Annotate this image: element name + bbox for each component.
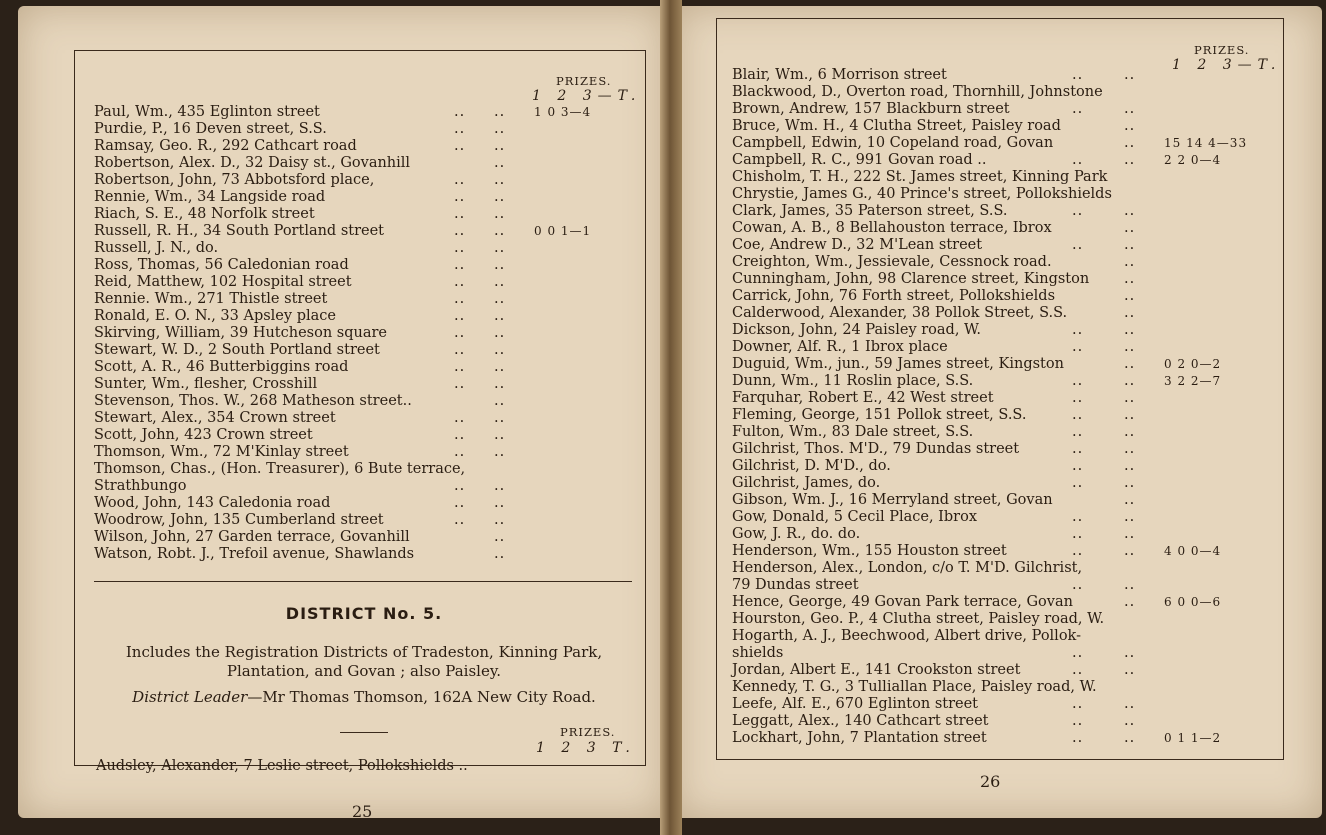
list-item <box>94 461 634 478</box>
list-item <box>94 257 634 274</box>
district-title: DISTRICT No. 5. <box>285 604 443 623</box>
leader-dots: .. <box>494 410 506 426</box>
member-name: Rennie, Wm., 34 Langside road <box>94 189 326 205</box>
leader-dots: .. <box>494 189 506 205</box>
leader-dots: .. <box>1072 441 1084 457</box>
member-name: Fulton, Wm., 83 Dale street, S.S. <box>732 424 974 440</box>
leader-dots: .. <box>494 206 506 222</box>
list-item <box>94 104 634 121</box>
list-item <box>732 305 1272 322</box>
leader-dots: .. <box>454 495 466 511</box>
leader-dots: .. <box>494 427 506 443</box>
list-item <box>94 359 634 376</box>
member-name: Wilson, John, 27 Garden terrace, Govanhill <box>94 529 410 545</box>
list-item <box>732 594 1272 611</box>
leader-dots: .. <box>1124 356 1136 372</box>
leader-dots: .. <box>454 478 466 494</box>
leader-dots: .. <box>494 104 506 120</box>
member-name: Gilchrist, James, do. <box>732 475 881 491</box>
leader-dots: .. <box>1072 543 1084 559</box>
prize-score: 0 2 0—2 <box>1164 357 1222 371</box>
list-item <box>94 529 634 546</box>
list-item <box>732 696 1272 713</box>
member-name: Ross, Thomas, 56 Caledonian road <box>94 257 349 273</box>
list-item <box>94 206 634 223</box>
prize-score: 15 14 4—33 <box>1164 136 1248 150</box>
list-item <box>94 342 634 359</box>
leader-dots: .. <box>454 104 466 120</box>
list-item <box>732 118 1272 135</box>
leader-dots: .. <box>1124 305 1136 321</box>
member-name: Henderson, Wm., 155 Houston street <box>732 543 1007 559</box>
member-name: Leggatt, Alex., 140 Cathcart street <box>732 713 989 729</box>
section-divider <box>94 581 632 582</box>
leader-dots: .. <box>1124 730 1136 746</box>
list-item <box>732 424 1272 441</box>
leader-dots: .. <box>1124 254 1136 270</box>
leader-dots: .. <box>454 189 466 205</box>
list-item <box>732 135 1272 152</box>
member-name: Stewart, Alex., 354 Crown street <box>94 410 336 426</box>
leader-dots: .. <box>494 121 506 137</box>
list-item <box>732 271 1272 288</box>
member-name: Russell, J. N., do. <box>94 240 219 256</box>
leader-dots: .. <box>1124 322 1136 338</box>
member-name: Ramsay, Geo. R., 292 Cathcart road <box>94 138 357 154</box>
leader-dots: .. <box>454 325 466 341</box>
leader-label: District Leader <box>132 688 248 706</box>
leader-dots: .. <box>494 172 506 188</box>
prizes-columns: 1 2 3—T. <box>532 88 642 104</box>
leader-dots: .. <box>1072 203 1084 219</box>
member-name: Riach, S. E., 48 Norfolk street <box>94 206 315 222</box>
member-name: Hourston, Geo. P., 4 Clutha street, Paisley road, W. <box>732 611 1105 627</box>
leader-dots: .. <box>494 240 506 256</box>
leader-dots: .. <box>1124 458 1136 474</box>
leader-dots: .. <box>1124 67 1136 83</box>
member-name: Fleming, George, 151 Pollok street, S.S. <box>732 407 1027 423</box>
list-item <box>732 577 1272 594</box>
leader-dots: .. <box>1124 424 1136 440</box>
district-description: Includes the Registration Districts of Tradeston, Kinning Park, Plantation, and Govan ; also Paisley. <box>125 643 603 680</box>
leader-dots: .. <box>1072 662 1084 678</box>
leader-dots: .. <box>1072 237 1084 253</box>
member-name: Henderson, Alex., London, c/o T. M'D. Gilchrist, <box>732 560 1083 576</box>
leader-dots: .. <box>494 155 506 171</box>
list-item <box>732 662 1272 679</box>
leader-dots: .. <box>1072 713 1084 729</box>
leader-dots: .. <box>1072 373 1084 389</box>
list-item <box>732 611 1272 628</box>
list-item <box>94 410 634 427</box>
member-name: Scott, A. R., 46 Butterbiggins road <box>94 359 349 375</box>
member-name: Coe, Andrew D., 32 M'Lean street <box>732 237 983 253</box>
member-name: Clark, James, 35 Paterson street, S.S. <box>732 203 1008 219</box>
leader-dots: .. <box>454 223 466 239</box>
list-item <box>94 240 634 257</box>
list-item <box>732 186 1272 203</box>
leader-dots: .. <box>1072 152 1084 168</box>
prizes-header: PRIZES. <box>556 74 612 88</box>
list-item <box>732 628 1272 645</box>
member-name: Cunningham, John, 98 Clarence street, Kingston <box>732 271 1090 287</box>
list-item <box>94 478 634 495</box>
list-item <box>94 393 634 410</box>
list-item <box>732 169 1272 186</box>
leader-dots: .. <box>1124 407 1136 423</box>
prize-score: 1 0 3—4 <box>534 105 592 119</box>
list-item <box>94 121 634 138</box>
leader-dots: .. <box>494 393 506 409</box>
member-name: Gow, Donald, 5 Cecil Place, Ibrox <box>732 509 978 525</box>
leader-dots: .. <box>1124 526 1136 542</box>
list-item <box>732 407 1272 424</box>
member-name: Calderwood, Alexander, 38 Pollok Street, S.S. <box>732 305 1068 321</box>
member-name: Robertson, Alex. D., 32 Daisy st., Govanhill <box>94 155 411 171</box>
member-name: Hogarth, A. J., Beechwood, Albert drive, Pollok- <box>732 628 1081 644</box>
leader-dots: .. <box>1124 373 1136 389</box>
member-name: 79 Dundas street <box>732 577 859 593</box>
leader-dots: .. <box>1072 339 1084 355</box>
leader-dots: .. <box>1124 492 1136 508</box>
leader-dots: .. <box>1072 424 1084 440</box>
leader-dots: .. <box>1124 441 1136 457</box>
leader-dots: .. <box>1124 390 1136 406</box>
prizes-header-right: PRIZES. <box>1194 43 1250 57</box>
member-name: Blair, Wm., 6 Morrison street <box>732 67 947 83</box>
leader-dots: .. <box>454 410 466 426</box>
list-item <box>732 509 1272 526</box>
list-item <box>732 356 1272 373</box>
list-item <box>732 526 1272 543</box>
leader-dots: .. <box>454 291 466 307</box>
list-item <box>732 339 1272 356</box>
leader-dots: .. <box>1124 288 1136 304</box>
member-name: Duguid, Wm., jun., 59 James street, Kingston <box>732 356 1064 372</box>
leader-dots: .. <box>1072 67 1084 83</box>
leader-dots: .. <box>1072 407 1084 423</box>
leader-dots: .. <box>494 223 506 239</box>
leader-dots: .. <box>454 121 466 137</box>
leader-dots: .. <box>1124 101 1136 117</box>
member-name: Paul, Wm., 435 Eglinton street <box>94 104 320 120</box>
leader-dots: .. <box>1124 713 1136 729</box>
member-name: Sunter, Wm., flesher, Crosshill <box>94 376 318 392</box>
member-name: Dunn, Wm., 11 Roslin place, S.S. <box>732 373 974 389</box>
member-name: Campbell, Edwin, 10 Copeland road, Govan <box>732 135 1054 151</box>
member-name: Downer, Alf. R., 1 Ibrox place <box>732 339 948 355</box>
member-name: Robertson, John, 73 Abbotsford place, <box>94 172 375 188</box>
member-name: Farquhar, Robert E., 42 West street <box>732 390 994 406</box>
leader-dots: .. <box>1124 594 1136 610</box>
list-item <box>732 322 1272 339</box>
member-name: Gilchrist, D. M'D., do. <box>732 458 891 474</box>
member-name: Carrick, John, 76 Forth street, Pollokshields <box>732 288 1056 304</box>
list-item <box>732 543 1272 560</box>
prize-score: 0 0 1—1 <box>534 224 592 238</box>
member-name: Strathbungo <box>94 478 187 494</box>
leader-dots: .. <box>1124 271 1136 287</box>
list-item <box>732 84 1272 101</box>
leader-dots: .. <box>454 240 466 256</box>
district-leader <box>100 688 628 706</box>
prize-score: 4 0 0—4 <box>1164 544 1222 558</box>
leader-dots: .. <box>1072 509 1084 525</box>
member-name: Ronald, E. O. N., 33 Apsley place <box>94 308 336 324</box>
leader-dots: .. <box>494 478 506 494</box>
list-item <box>94 512 634 529</box>
member-name: Purdie, P., 16 Deven street, S.S. <box>94 121 327 137</box>
list-item <box>732 152 1272 169</box>
leader-dots: .. <box>1072 322 1084 338</box>
leader-dots: .. <box>494 444 506 460</box>
leader-dots: .. <box>454 257 466 273</box>
leader-dots: .. <box>1072 696 1084 712</box>
leader-dots: .. <box>494 274 506 290</box>
member-list-left <box>94 104 634 563</box>
leader-dots: .. <box>494 529 506 545</box>
list-item <box>732 373 1272 390</box>
member-list-right <box>732 67 1272 747</box>
leader-dots: .. <box>494 512 506 528</box>
list-item <box>94 325 634 342</box>
prizes-columns-2: 1 2 3 T. <box>536 740 636 756</box>
list-item <box>732 254 1272 271</box>
member-name: Kennedy, T. G., 3 Tulliallan Place, Paisley road, W. <box>732 679 1097 695</box>
member-name: Woodrow, John, 135 Cumberland street <box>94 512 384 528</box>
member-name: Creighton, Wm., Jessievale, Cessnock road. <box>732 254 1052 270</box>
member-name: Lockhart, John, 7 Plantation street <box>732 730 987 746</box>
member-name: Skirving, William, 39 Hutcheson square <box>94 325 388 341</box>
leader-dots: .. <box>1124 577 1136 593</box>
member-name: Hence, George, 49 Govan Park terrace, Govan <box>732 594 1073 610</box>
leader-dots: .. <box>1124 339 1136 355</box>
member-name: Stewart, W. D., 2 South Portland street <box>94 342 380 358</box>
leader-dots: .. <box>454 342 466 358</box>
prize-score: 0 1 1—2 <box>1164 731 1222 745</box>
leader-dots: .. <box>1072 390 1084 406</box>
member-name: Campbell, R. C., 991 Govan road .. <box>732 152 987 168</box>
list-item <box>732 475 1272 492</box>
leader-dots: .. <box>1072 101 1084 117</box>
member-name: Brown, Andrew, 157 Blackburn street <box>732 101 1010 117</box>
list-item <box>732 203 1272 220</box>
leader-dots: .. <box>1124 135 1136 151</box>
list-item <box>732 441 1272 458</box>
leader-dots: .. <box>1072 526 1084 542</box>
member-name: Scott, John, 423 Crown street <box>94 427 313 443</box>
leader-dots: .. <box>494 291 506 307</box>
list-item <box>94 155 634 172</box>
leader-dots: .. <box>1072 577 1084 593</box>
list-item <box>732 67 1272 84</box>
leader-dots: .. <box>1124 237 1136 253</box>
leader-dots: .. <box>494 376 506 392</box>
prize-score: 2 2 0—4 <box>1164 153 1222 167</box>
member-name: Watson, Robt. J., Trefoil avenue, Shawlands <box>94 546 415 562</box>
prizes-header-2: PRIZES. <box>560 725 616 739</box>
member-name: Dickson, John, 24 Paisley road, W. <box>732 322 982 338</box>
leader-dots: .. <box>1072 645 1084 661</box>
list-item <box>94 223 634 240</box>
leader-dots: .. <box>454 427 466 443</box>
leader-dots: .. <box>1124 475 1136 491</box>
leader-text: —Mr Thomas Thomson, 162A New City Road. <box>247 688 596 706</box>
leader-dots: .. <box>494 342 506 358</box>
leader-dots: .. <box>454 172 466 188</box>
leader-dots: .. <box>1072 475 1084 491</box>
leader-dots: .. <box>494 257 506 273</box>
member-name: Chisholm, T. H., 222 St. James street, Kinning Park <box>732 169 1108 185</box>
leader-dots: .. <box>454 206 466 222</box>
member-name: Stevenson, Thos. W., 268 Matheson street.. <box>94 393 412 409</box>
book-spine <box>660 0 682 835</box>
leader-dots: .. <box>1124 662 1136 678</box>
list-item <box>94 291 634 308</box>
list-item <box>94 444 634 461</box>
leader-dots: .. <box>1072 730 1084 746</box>
member-name: Russell, R. H., 34 South Portland street <box>94 223 385 239</box>
list-item <box>94 376 634 393</box>
page-number-right: 26 <box>980 772 1001 791</box>
list-item <box>732 730 1272 747</box>
member-name: shields <box>732 645 784 661</box>
member-name: Wood, John, 143 Caledonia road <box>94 495 331 511</box>
leader-dots: .. <box>1124 220 1136 236</box>
list-item <box>94 274 634 291</box>
leader-dots: .. <box>1124 118 1136 134</box>
list-item <box>732 645 1272 662</box>
list-item <box>732 458 1272 475</box>
leader-dots: .. <box>454 512 466 528</box>
last-entry: Audsley, Alexander, 7 Leslie street, Pollokshields .. <box>96 758 468 774</box>
leader-dots: .. <box>1124 696 1136 712</box>
leader-dots: .. <box>454 308 466 324</box>
leader-dots: .. <box>494 546 506 562</box>
member-name: Cowan, A. B., 8 Bellahouston terrace, Ibrox <box>732 220 1052 236</box>
member-name: Rennie. Wm., 271 Thistle street <box>94 291 328 307</box>
list-item <box>732 237 1272 254</box>
member-name: Gow, J. R., do. do. <box>732 526 861 542</box>
member-name: Thomson, Wm., 72 M'Kinlay street <box>94 444 349 460</box>
prizes-columns-right: 1 2 3—T. <box>1172 57 1282 73</box>
leader-dots: .. <box>494 138 506 154</box>
leader-dots: .. <box>494 308 506 324</box>
leader-dots: .. <box>454 376 466 392</box>
leader-dots: .. <box>1124 645 1136 661</box>
leader-dots: .. <box>454 444 466 460</box>
member-name: Chrystie, James G., 40 Prince's street, Pollokshields <box>732 186 1112 202</box>
list-item <box>732 101 1272 118</box>
prize-score: 3 2 2—7 <box>1164 374 1222 388</box>
list-item <box>732 390 1272 407</box>
list-item <box>94 427 634 444</box>
leader-dots: .. <box>1124 152 1136 168</box>
member-name: Gibson, Wm. J., 16 Merryland street, Govan <box>732 492 1053 508</box>
list-item <box>94 308 634 325</box>
page-number-left: 25 <box>352 802 373 821</box>
list-item <box>94 189 634 206</box>
leader-dots: .. <box>494 325 506 341</box>
list-item <box>94 495 634 512</box>
leader-dots: .. <box>494 359 506 375</box>
leader-dots: .. <box>454 359 466 375</box>
leader-dots: .. <box>454 138 466 154</box>
list-item <box>732 288 1272 305</box>
leader-dots: .. <box>454 274 466 290</box>
list-item <box>94 138 634 155</box>
short-rule <box>340 732 388 733</box>
member-name: Leefe, Alf. E., 670 Eglinton street <box>732 696 979 712</box>
list-item <box>732 492 1272 509</box>
leader-dots: .. <box>494 495 506 511</box>
member-name: Blackwood, D., Overton road, Thornhill, Johnstone <box>732 84 1103 100</box>
list-item <box>94 546 634 563</box>
member-name: Jordan, Albert E., 141 Crookston street <box>732 662 1021 678</box>
member-name: Gilchrist, Thos. M'D., 79 Dundas street <box>732 441 1020 457</box>
leader-dots: .. <box>1072 458 1084 474</box>
leader-dots: .. <box>1124 509 1136 525</box>
list-item <box>732 713 1272 730</box>
member-name: Thomson, Chas., (Hon. Treasurer), 6 Bute terrace, <box>94 461 466 477</box>
member-name: Reid, Matthew, 102 Hospital street <box>94 274 352 290</box>
list-item <box>732 220 1272 237</box>
leader-dots: .. <box>1124 203 1136 219</box>
member-name: Bruce, Wm. H., 4 Clutha Street, Paisley road <box>732 118 1061 134</box>
prize-score: 6 0 0—6 <box>1164 595 1222 609</box>
list-item <box>732 560 1272 577</box>
list-item <box>94 172 634 189</box>
list-item <box>732 679 1272 696</box>
leader-dots: .. <box>1124 543 1136 559</box>
